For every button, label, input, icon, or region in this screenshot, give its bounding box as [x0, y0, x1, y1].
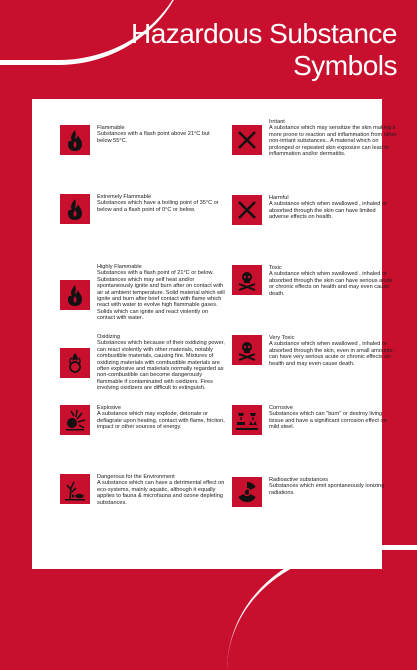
entry-label: Highly Flammable — [97, 264, 142, 270]
entry-label: Very Toxic — [269, 335, 295, 341]
irritant-icon — [232, 125, 262, 155]
entry-label: Dangerous for the Environment — [97, 474, 175, 480]
entry-description: Substances which have a boiling point of 35°C or below and a flash point of 0°C or below. — [97, 200, 219, 213]
very-toxic-icon — [232, 335, 262, 365]
entry-description: Substances with a flash point above 21°C but below 55°C. — [97, 131, 210, 144]
entry-description: A substance which when swallowed , inhaled or absorbed through the skin can have serious acute or chronic effects on health and may even cause death. — [269, 271, 393, 297]
title-line-1: Hazardous Substance — [130, 18, 397, 49]
highly-flammable-icon — [60, 280, 90, 310]
extremely-flammable-icon — [60, 194, 90, 224]
entry-label: Radioactive substances — [269, 477, 329, 483]
entry-label: Explosive — [97, 405, 121, 411]
radioactive-icon — [232, 477, 262, 507]
entry-description: Substances which because of their oxidizing power, can react violently with other materials, notably combustible materials, causing fire. Mixtures of oxidizing materials with combustible materials are often explosive and materials normally regarded as non-combustible can become dangerously flammable if contaminated with oxidizers. Fires involving oxidizers are difficult to extinguish. — [97, 340, 225, 392]
entry-description: Substances which emit spontaneously ionizing radiations. — [269, 483, 385, 496]
oxidizing-icon — [60, 348, 90, 378]
entry-description: Substances which can "burn" or destroy living tissue and have a significant corrosion effect on mild steel. — [269, 411, 387, 431]
entry-description: A substance which may sensitize the skin making it more prone to reaction and inflammation from other non-irritant substances.. A material which on prolonged or repeated skin exposure can lead to inflammation and/or dermatitis. — [269, 125, 397, 158]
flammable-icon — [60, 125, 90, 155]
entry-label: Toxic — [269, 265, 282, 271]
entry-label: Flammable — [97, 125, 125, 131]
entry-label: Oxidizing — [97, 334, 121, 340]
entry-description: Substances with a flash point of 21°C or below. Substances which may self heat and/or spontaneously ignite and burn after on contact with air at ambient temperature. Solid material which will ignite and burn after brief contact with flame which react with water to evolve high flammable gases. Solids which can ignite and react violently on contact with water. — [97, 270, 225, 322]
explosive-icon — [60, 405, 90, 435]
entry-description: A substance which may explode, detonate or deflagrate upon heating, contact with flame, friction, impact or other sources of energy. — [97, 411, 225, 431]
entry-label: Irritant — [269, 119, 285, 125]
entry-description: A substance which when swallowed , inhaled or absorbed through the skin, even in small amounts, can have very serious acute or chronic effects on health and may even cause death. — [269, 341, 394, 367]
entry-label: Extremely Flammable — [97, 194, 152, 200]
environment-icon — [60, 474, 90, 504]
title-line-2: Symbols — [293, 50, 397, 81]
toxic-icon — [232, 265, 262, 295]
entry-label: Corrosive — [269, 405, 293, 411]
entry-label: Harmful — [269, 195, 289, 201]
corrosive-icon — [232, 405, 262, 435]
harmful-icon — [232, 195, 262, 225]
entry-description: A substance which when swallowed , inhaled or absorbed through the skin can have limited adverse effects on health. — [269, 201, 387, 221]
entry-description: A substance which can have a detrimental effect on eco-systems, mainly aquatic, although it equally applies to fauna & microfauna and ozone depleting substances. — [97, 480, 225, 506]
symbols-panel — [32, 99, 397, 569]
page-title — [97, 18, 397, 82]
